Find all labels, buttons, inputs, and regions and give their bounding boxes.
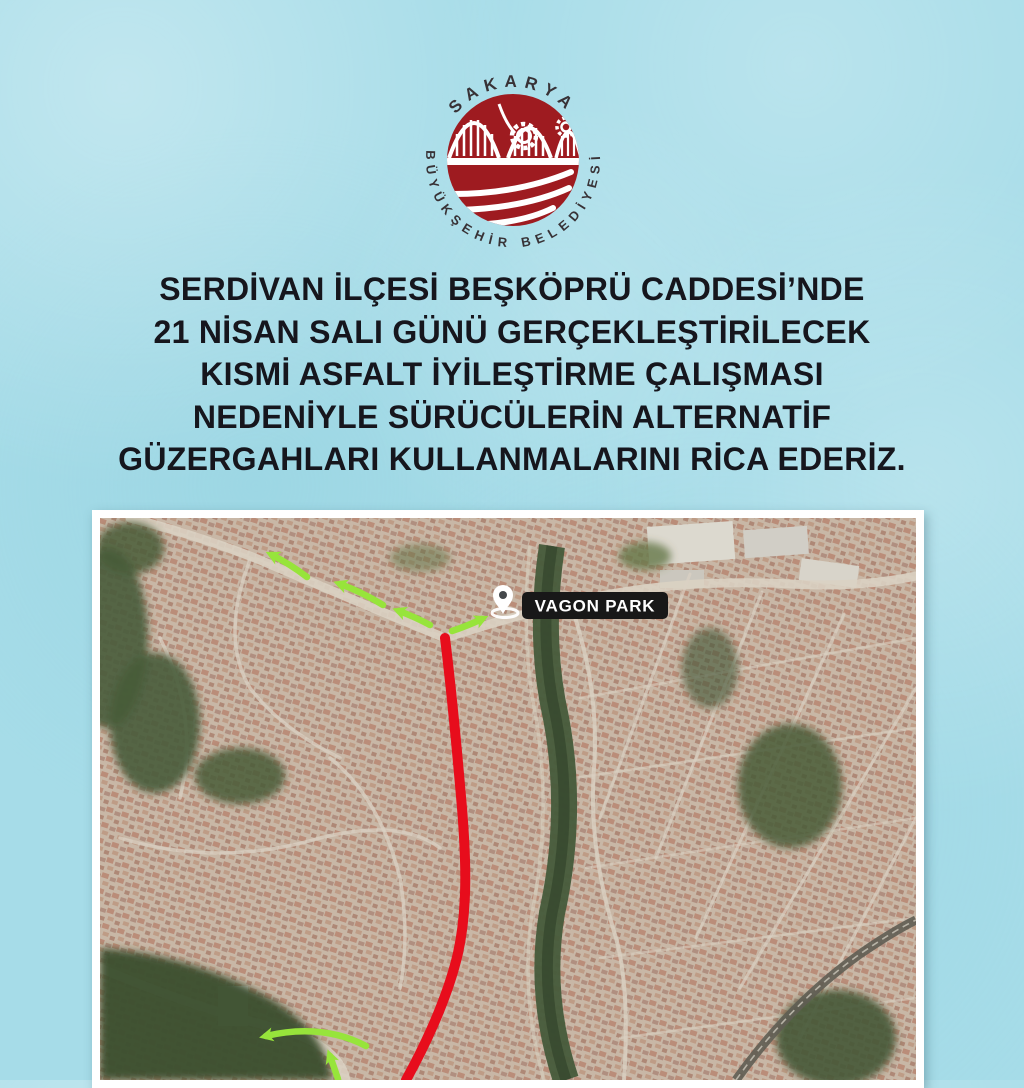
logo-ring-text: BÜYÜKŞEHİR BELEDİYESİ bbox=[422, 150, 604, 251]
bridge-deck bbox=[443, 158, 583, 165]
municipality-logo-svg bbox=[403, 48, 623, 268]
announcement-line: KISMİ ASFALT İYİLEŞTİRME ÇALIŞMASI bbox=[200, 356, 824, 392]
logo-emblem bbox=[443, 94, 583, 226]
municipality-logo bbox=[403, 48, 623, 268]
announcement-line: 21 NİSAN SALI GÜNÜ GERÇEKLEŞTİRİLECEK bbox=[153, 313, 871, 350]
announcement-line: GÜZERGAHLARI KULLANMALARINI RİCA EDERİZ. bbox=[118, 441, 906, 477]
announcement-text bbox=[0, 268, 1024, 481]
announcement-line: SERDİVAN İLÇESİ BEŞKÖPRÜ CADDESİ’NDE bbox=[159, 271, 865, 307]
announcement-line: NEDENİYLE SÜRÜCÜLERİN ALTERNATİF bbox=[192, 398, 832, 435]
map-frame bbox=[92, 510, 924, 1088]
satellite-map bbox=[100, 518, 916, 1080]
label-text: VAGON PARK bbox=[534, 596, 656, 616]
map-haze bbox=[100, 518, 916, 1080]
logo-top-text: SAKARYA bbox=[444, 71, 582, 118]
